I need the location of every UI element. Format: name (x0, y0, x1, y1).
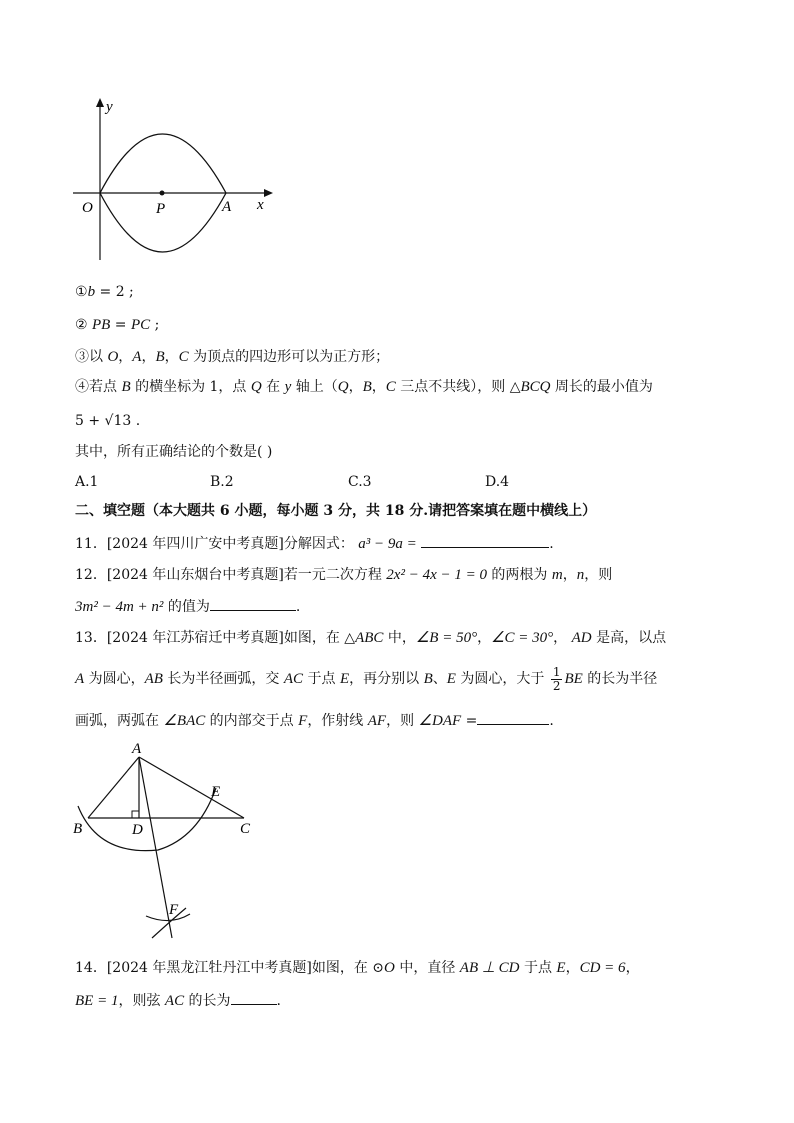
label-b: B (73, 821, 83, 837)
question-11: 11．[2024 年四川广安中考真题]分解因式： a³ − 9a = . (75, 533, 554, 554)
question-13: 13．[2024 年江苏宿迁中考真题]如图，在 △ABC 中，∠B = 50°，∠C = 30°， AD 是高，以点 (75, 630, 667, 646)
y-axis-arrow (96, 98, 104, 107)
label-c: C (240, 821, 251, 837)
segment-ab (88, 757, 139, 818)
point-p (160, 191, 165, 196)
answer-blank-12[interactable] (210, 596, 296, 611)
coordinate-figure (68, 95, 278, 265)
ray-af (139, 757, 172, 938)
options-row (75, 472, 715, 492)
arc-be (78, 788, 216, 851)
question-14: 14．[2024 年黑龙江牡丹江中考真题]如图，在 ⊙O 中，直径 AB ⊥ CD 于点 E，CD = 6， (75, 960, 640, 976)
option-b[interactable]: B.2 (210, 474, 234, 490)
statement-4: ④若点 B 的横坐标为 1，点 Q 在 y 轴上（Q，B，C 三点不共线），则 △BCQ 周长的最小值为 (75, 379, 653, 395)
circle-symbol: ⊙ (372, 960, 385, 976)
question-13-line2: A 为圆心，AB 长为半径画弧，交 AC 于点 E，再分别以 B、E 为圆心，大于 $\frac{1}{2}$ BE 的长为半径 (75, 664, 658, 693)
upper-parabola (100, 134, 226, 193)
question-12-line2: 3m² − 4m + n² 的值为 . (75, 596, 300, 617)
statement-1: ①b = 2 ; (75, 284, 134, 300)
option-c[interactable]: C.3 (348, 474, 372, 490)
fraction-half: $\frac{1}{2}$ (552, 664, 561, 693)
statement-3: ③以 O，A，B，C 为顶点的四边形可以为正方形； (75, 349, 390, 365)
label-a: A (132, 741, 142, 757)
section-heading: 二、填空题（本大题共 6 小题，每小题 3 分，共 18 分.请把答案填在题中横线上） (75, 503, 597, 519)
x-label: x (257, 197, 264, 213)
p-label: P (156, 201, 166, 217)
option-a[interactable]: A.1 (75, 474, 99, 490)
label-f: F (169, 902, 179, 918)
y-label: y (106, 99, 113, 115)
statement-4-answer: 5 + √13 . (75, 413, 141, 429)
question-prompt: 其中，所有正确结论的个数是( ) (75, 444, 273, 460)
x-axis-arrow (264, 189, 273, 197)
o-label: O (82, 200, 93, 216)
statement-2: ② PB = PC ; (75, 317, 160, 333)
answer-blank-14[interactable] (231, 990, 277, 1005)
a-label: A (222, 199, 232, 215)
answer-blank-11[interactable] (421, 533, 549, 548)
triangle-figure (68, 738, 268, 944)
right-angle-mark (132, 811, 139, 818)
label-e: E (211, 784, 221, 800)
segment-ac (139, 757, 244, 818)
option-d[interactable]: D.4 (485, 474, 510, 490)
question-12: 12．[2024 年山东烟台中考真题]若一元二次方程 2x² − 4x − 1 = 0 的两根为 m，n，则 (75, 567, 613, 583)
label-d: D (132, 822, 143, 838)
question-14-line2: BE = 1，则弦 AC 的长为 . (75, 990, 281, 1011)
answer-blank-13[interactable] (477, 710, 549, 725)
question-13-line3: 画弧，两弧在 ∠BAC 的内部交于点 F，作射线 AF，则 ∠DAF = . (75, 710, 554, 731)
